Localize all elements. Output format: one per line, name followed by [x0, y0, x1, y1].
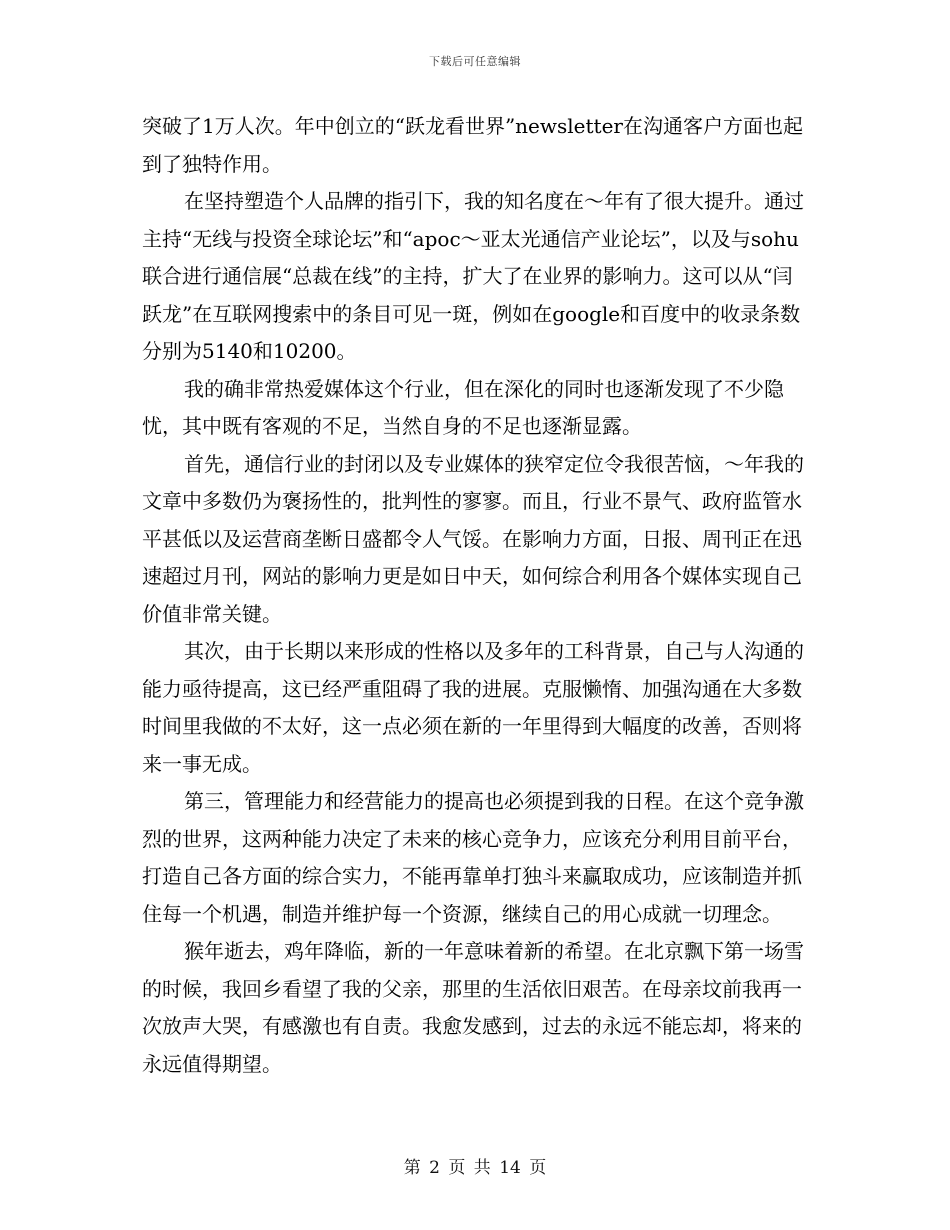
document-body [142, 108, 808, 1083]
page-number-footer: 第 2 页 共 14 页 [403, 1158, 547, 1178]
paragraph-first-issue: 首先，通信行业的封闭以及专业媒体的狭窄定位令我很苦恼，～年我的文章中多数仍为褒扬性的，批判性的寥寥。而且，行业不景气、政府监管水平甚低以及运营商垄断日盛都令人气馁。在影响力方面，日报、周刊正在迅速超过月刊，网站的影响力更是如日中天，如何综合利用各个媒体实现自己价值非常关键。 [142, 451, 804, 626]
paragraph-third-issue: 第三，管理能力和经营能力的提高也必须提到我的日程。在这个竞争激烈的世界，这两种能力决定了未来的核心竞争力，应该充分利用目前平台，打造自己各方面的综合实力，不能再靠单打独斗来赢取成功，应该制造并抓住每一个机遇，制造并维护每一个资源，继续自己的用心成就一切理念。 [142, 789, 804, 926]
paragraph-personal-brand: 在坚持塑造个人品牌的指引下，我的知名度在～年有了很大提升。通过主持“无线与投资全球论坛”和“apoc～亚太光通信产业论坛”，以及与sohu联合进行通信展“总裁在线”的主持，扩大了在业界的影响力。这可以从“闫跃龙”在互联网搜索中的条目可见一斑，例如在google和百度中的收录条数分别为5140和10200。 [142, 189, 804, 363]
paragraph-media-concerns: 我的确非常热爱媒体这个行业，但在深化的同时也逐渐发现了不少隐忧，其中既有客观的不足，当然自身的不足也逐渐显露。 [142, 376, 784, 438]
paragraph-continuation: 突破了1万人次。年中创立的“跃龙看世界”newsletter在沟通客户方面也起到了独特作用。 [142, 114, 803, 176]
paragraph-second-issue: 其次，由于长期以来形成的性格以及多年的工科背景，自己与人沟通的能力亟待提高，这已经严重阻碍了我的进展。克服懒惰、加强沟通在大多数时间里我做的不太好，这一点必须在新的一年里得到大幅度的改善，否则将来一事无成。 [142, 639, 804, 776]
paragraph-closing: 猴年逝去，鸡年降临，新的一年意味着新的希望。在北京飘下第一场雪的时候，我回乡看望了我的父亲，那里的生活依旧艰苦。在母亲坟前我再一次放声大哭，有感激也有自责。我愈发感到，过去的永远不能忘却，将来的永远值得期望。 [142, 939, 804, 1076]
page-header: 下载后可任意编辑 [429, 55, 521, 68]
